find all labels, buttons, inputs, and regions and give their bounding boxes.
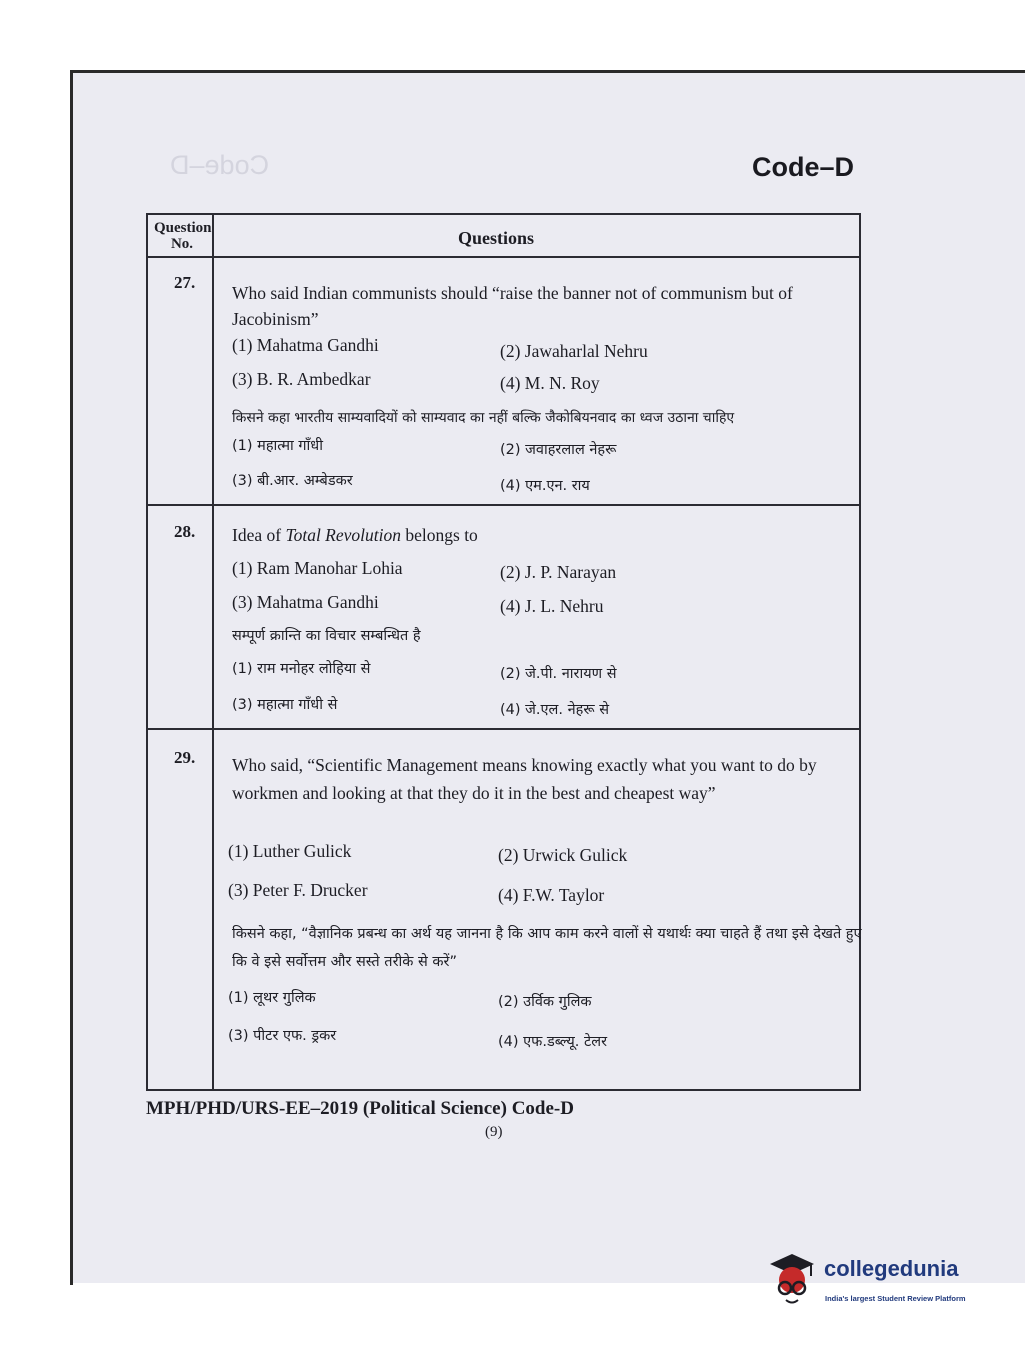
option-hi: (3) पीटर एफ. ड्रकर <box>228 1028 337 1044</box>
option-hi: (2) उर्विक गुलिक <box>498 994 592 1010</box>
collegedunia-logo-icon <box>766 1250 818 1310</box>
collegedunia-wordmark: collegedunia <box>824 1256 959 1281</box>
option-en: (4) J. L. Nehru <box>500 596 604 616</box>
question-number: 29. <box>174 748 196 767</box>
question-text-part: Idea of <box>232 525 286 545</box>
question-table <box>146 213 861 1091</box>
bleed-through-text: Code–D <box>170 150 270 180</box>
collegedunia-tagline: India's largest Student Review Platform <box>825 1294 966 1303</box>
header-question-label: Question <box>154 220 212 236</box>
collegedunia-watermark <box>766 1250 996 1310</box>
paper-code-heading: Code–D <box>752 152 855 182</box>
option-hi: (2) जे.पी. नारायण से <box>500 666 617 682</box>
option-en: (1) Ram Manohar Lohia <box>232 558 403 578</box>
row-divider <box>148 504 859 506</box>
option-en: (1) Luther Gulick <box>228 841 352 861</box>
option-hi: (4) एम.एन. राय <box>500 478 590 494</box>
option-hi: (1) लूथर गुलिक <box>228 990 316 1006</box>
option-en: (4) M. N. Roy <box>500 373 600 393</box>
option-en: (3) B. R. Ambedkar <box>232 369 371 389</box>
option-en: (2) Urwick Gulick <box>498 845 628 865</box>
question-number: 27. <box>174 273 196 292</box>
option-en: (1) Mahatma Gandhi <box>232 335 379 355</box>
option-hi: (4) एफ.डब्ल्यू. टेलर <box>498 1034 608 1050</box>
question-number: 28. <box>174 522 196 541</box>
exam-footer: MPH/PHD/URS-EE–2019 (Political Science) Code-D <box>146 1098 574 1119</box>
option-en: (4) F.W. Taylor <box>498 885 605 905</box>
page-number: (9) <box>485 1124 503 1140</box>
option-hi: (3) बी.आर. अम्बेडकर <box>232 473 353 489</box>
header-no-label: No. <box>170 236 194 252</box>
question-text-en: Who said Indian communists should “raise the banner not of communism but of Jacobinism” <box>232 283 793 329</box>
row-divider <box>148 256 859 258</box>
option-hi: (4) जे.एल. नेहरू से <box>500 702 610 718</box>
question-text-hi: किसने कहा भारतीय साम्यवादियों को साम्यवाद का नहीं बल्कि जैकोबियनवाद का ध्वज उठाना चाहिए <box>232 410 735 426</box>
question-text-part: belongs to <box>401 525 478 545</box>
option-en: (3) Peter F. Drucker <box>228 880 368 900</box>
question-text-en: Who said, “Scientific Management means knowing exactly what you want to do by workmen and looking at that they do it in the best and cheapest way” <box>232 755 817 803</box>
header-question-no <box>154 220 210 252</box>
option-hi: (3) महात्मा गाँधी से <box>232 697 338 713</box>
option-hi: (1) महात्मा गाँधी <box>232 438 323 454</box>
option-en: (2) J. P. Narayan <box>500 562 617 582</box>
header-questions: Questions <box>458 228 535 248</box>
option-en: (2) Jawaharlal Nehru <box>500 341 648 361</box>
column-divider <box>212 215 214 1089</box>
question-text-en <box>232 522 862 548</box>
option-hi: (1) राम मनोहर लोहिया से <box>232 661 371 677</box>
question-text-hi: किसने कहा, “वैज्ञानिक प्रबन्ध का अर्थ यह जानना है कि आप काम करने वालों से यथार्थः क्या चाहते हैं तथा इसे देखते हुए कि वे इसे सर्वोत्तम और सस्ते तरीके से करें” <box>232 926 862 970</box>
option-en: (3) Mahatma Gandhi <box>232 592 379 612</box>
question-text-hi: सम्पूर्ण क्रान्ति का विचार सम्बन्धित है <box>232 628 421 644</box>
option-hi: (2) जवाहरलाल नेहरू <box>500 442 617 458</box>
question-text-emphasis: Total Revolution <box>285 525 401 545</box>
row-divider <box>148 728 859 730</box>
